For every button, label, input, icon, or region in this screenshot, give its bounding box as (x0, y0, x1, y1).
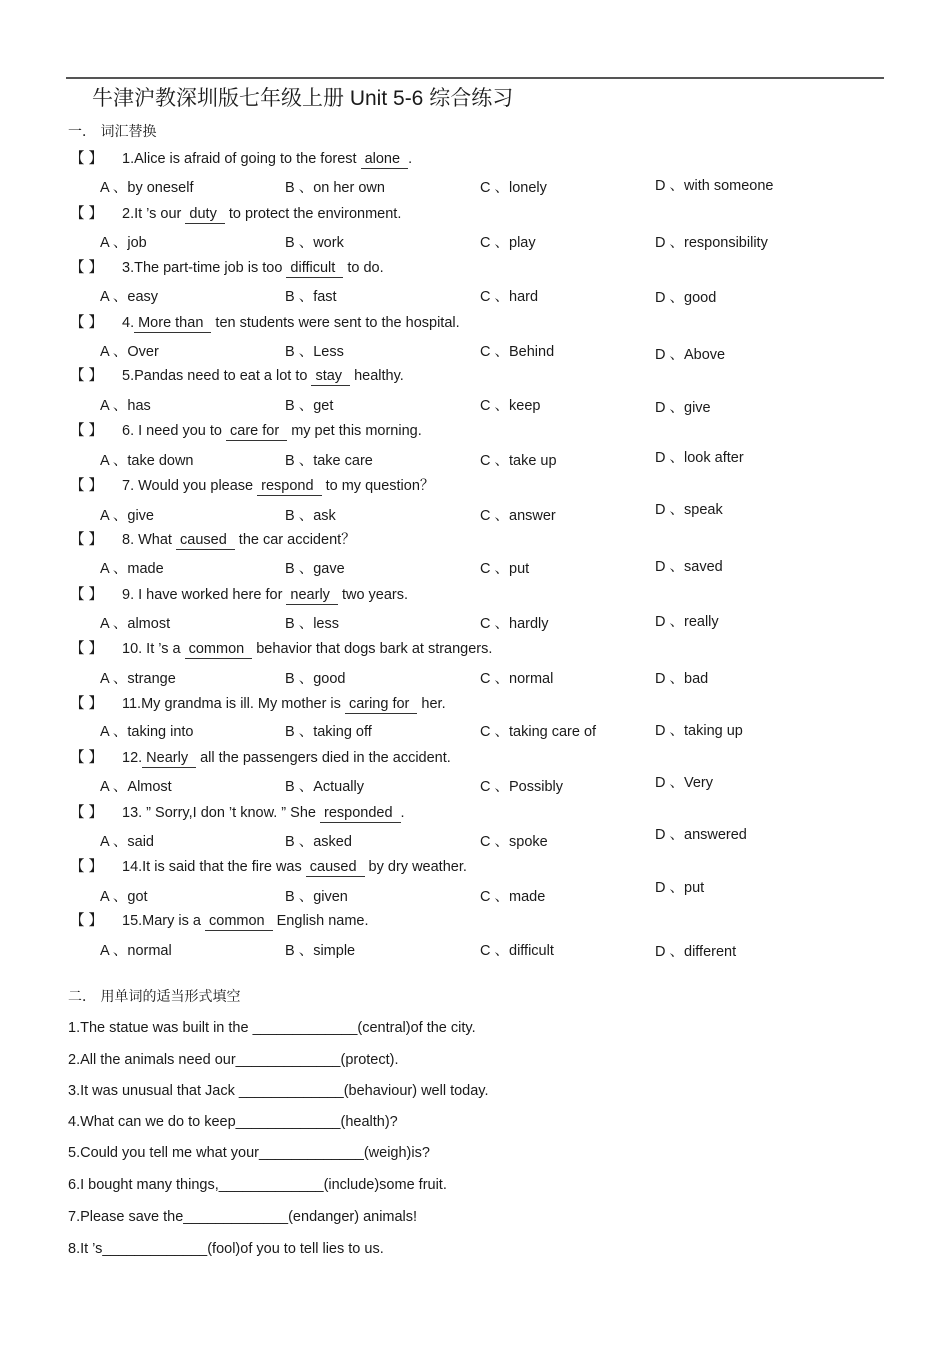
option-b: B 、simple (285, 943, 356, 959)
question-text-before: 13. ” Sorry,I don ’t know. ” She (122, 805, 320, 821)
option-a: A 、almost (100, 616, 171, 632)
option-c: C 、hardly (480, 616, 549, 632)
option-d: D 、good (655, 290, 717, 306)
question-text-after: to do. (343, 260, 384, 276)
answer-bracket[interactable]: 【 】 (70, 206, 104, 222)
fill-item-3: 3.It was unusual that Jack _____________(behaviour) well today. (68, 1083, 489, 1099)
option-c: C 、lonely (480, 180, 547, 196)
option-b: B 、good (285, 671, 346, 687)
option-b: B 、ask (285, 508, 336, 524)
question-text-before: 2.It ’s our (122, 206, 186, 222)
answer-bracket[interactable]: 【 】 (70, 315, 104, 331)
question-3 (70, 256, 384, 278)
question-text-before: 9. I have worked here for (122, 587, 287, 603)
question-14 (70, 855, 467, 877)
question-text-before: 7. Would you please (122, 478, 258, 494)
question-text-after: two years. (337, 587, 409, 603)
option-c: C 、take up (480, 453, 557, 469)
question-10 (70, 637, 492, 659)
option-b: B 、given (285, 889, 348, 905)
question-6 (70, 419, 422, 441)
question-text-after: behavior that dogs bark at strangers. (252, 641, 493, 657)
answer-bracket[interactable]: 【 】 (70, 859, 104, 875)
underlined-word: More than (134, 316, 211, 333)
question-text-after: to my question？ (321, 478, 435, 494)
option-b: B 、Less (285, 344, 344, 360)
option-c: C 、put (480, 561, 530, 577)
answer-bracket[interactable]: 【 】 (70, 260, 104, 276)
question-text-before: 12. (122, 750, 143, 766)
fill-item-1: 1.The statue was built in the _____________(central)of the city. (68, 1020, 476, 1036)
question-text-before: 11.My grandma is ill. My mother is (122, 696, 345, 712)
question-8 (70, 528, 356, 550)
question-7 (70, 474, 434, 496)
option-a: A 、by oneself (100, 180, 194, 196)
answer-bracket[interactable]: 【 】 (70, 913, 104, 929)
underlined-word: common (185, 642, 253, 659)
section-1-heading: 一． 词汇替换 (68, 124, 157, 140)
option-b: B 、take care (285, 453, 373, 469)
option-b: B 、get (285, 398, 334, 414)
underlined-word: respond (257, 479, 321, 496)
option-d: D 、bad (655, 671, 709, 687)
fill-item-8: 8.It ’s_____________(fool)of you to tell lies to us. (68, 1241, 384, 1257)
option-b: B 、taking off (285, 724, 372, 740)
question-12 (70, 746, 451, 768)
fill-item-5: 5.Could you tell me what your_____________(weigh)is? (68, 1145, 430, 1161)
underlined-word: difficult (286, 261, 343, 278)
question-text-before: 8. What (122, 532, 176, 548)
question-11 (70, 692, 446, 714)
question-text-after: all the passengers died in the accident. (196, 750, 451, 766)
option-d: D 、Very (655, 775, 714, 791)
option-d: D 、with someone (655, 178, 774, 194)
question-text-before: 14.It is said that the fire was (122, 859, 306, 875)
option-d: D 、Above (655, 347, 726, 363)
question-5 (70, 364, 404, 386)
answer-bracket[interactable]: 【 】 (70, 151, 104, 167)
fill-item-2: 2.All the animals need our_____________(protect). (68, 1052, 399, 1068)
underlined-word: caring for (345, 697, 417, 714)
option-a: A 、taking into (100, 724, 194, 740)
page-title: 牛津沪教深圳版七年级上册 Unit 5-6 综合练习 (92, 87, 514, 110)
option-a: A 、job (100, 235, 147, 251)
underlined-word: stay (311, 369, 350, 386)
option-c: C 、spoke (480, 834, 548, 850)
option-d: D 、answered (655, 827, 747, 843)
underlined-word: duty (185, 207, 224, 224)
underlined-word: alone (361, 152, 408, 169)
option-b: B 、gave (285, 561, 345, 577)
fill-item-4: 4.What can we do to keep_____________(health)? (68, 1114, 398, 1130)
option-c: C 、keep (480, 398, 541, 414)
option-d: D 、give (655, 400, 711, 416)
option-d: D 、speak (655, 502, 723, 518)
answer-bracket[interactable]: 【 】 (70, 478, 104, 494)
question-text-after: healthy. (350, 368, 404, 384)
question-text-before: 10. It ’s a (122, 641, 185, 657)
question-text-before: 6. I need you to (122, 423, 226, 439)
answer-bracket[interactable]: 【 】 (70, 696, 104, 712)
option-c: C 、hard (480, 289, 539, 305)
option-c: C 、normal (480, 671, 554, 687)
option-c: C 、made (480, 889, 546, 905)
option-d: D 、really (655, 614, 719, 630)
option-a: A 、give (100, 508, 154, 524)
question-text-after: . (408, 151, 413, 167)
answer-bracket[interactable]: 【 】 (70, 532, 104, 548)
option-d: D 、put (655, 880, 705, 896)
option-d: D 、different (655, 944, 737, 960)
option-a: A 、Almost (100, 779, 172, 795)
answer-bracket[interactable]: 【 】 (70, 368, 104, 384)
question-text-before: 15.Mary is a (122, 913, 205, 929)
option-c: C 、Possibly (480, 779, 563, 795)
option-c: C 、taking care of (480, 724, 597, 740)
option-d: D 、look after (655, 450, 744, 466)
option-b: B 、on her own (285, 180, 385, 196)
answer-bracket[interactable]: 【 】 (70, 423, 104, 439)
option-d: D 、taking up (655, 723, 743, 739)
question-text-before: 1.Alice is afraid of going to the forest (122, 151, 361, 167)
option-d: D 、responsibility (655, 235, 768, 251)
option-a: A 、normal (100, 943, 172, 959)
option-a: A 、Over (100, 344, 159, 360)
option-c: C 、play (480, 235, 536, 251)
question-9 (70, 583, 408, 605)
question-2 (70, 202, 401, 224)
question-4 (70, 311, 460, 333)
answer-bracket[interactable]: 【 】 (70, 805, 104, 821)
question-13 (70, 801, 405, 823)
underlined-word: care for (226, 424, 287, 441)
answer-bracket[interactable]: 【 】 (70, 750, 104, 766)
question-text-before: 5.Pandas need to eat a lot to (122, 368, 312, 384)
option-a: A 、got (100, 889, 148, 905)
underlined-word: responded (320, 806, 401, 823)
question-text-after: to protect the environment. (224, 206, 402, 222)
underlined-word: common (205, 914, 273, 931)
option-b: B 、work (285, 235, 344, 251)
question-text-after: by dry weather. (364, 859, 467, 875)
top-rule (66, 77, 884, 79)
question-text-after: my pet this morning. (287, 423, 422, 439)
section-2-heading: 二． 用单词的适当形式填空 (68, 989, 241, 1005)
question-15 (70, 909, 369, 931)
option-b: B 、fast (285, 289, 337, 305)
underlined-word: caused (306, 860, 365, 877)
answer-bracket[interactable]: 【 】 (70, 587, 104, 603)
option-a: A 、take down (100, 453, 194, 469)
question-text-after: ten students were sent to the hospital. (211, 315, 460, 331)
option-c: C 、difficult (480, 943, 554, 959)
question-text-before: 3.The part-time job is too (122, 260, 287, 276)
question-1 (70, 147, 412, 169)
fill-item-6: 6.I bought many things,_____________(include)some fruit. (68, 1177, 447, 1193)
underlined-word: caused (176, 533, 235, 550)
option-a: A 、has (100, 398, 151, 414)
answer-bracket[interactable]: 【 】 (70, 641, 104, 657)
option-d: D 、saved (655, 559, 723, 575)
option-b: B 、asked (285, 834, 352, 850)
option-b: B 、Actually (285, 779, 364, 795)
underlined-word: Nearly (142, 751, 196, 768)
option-a: A 、made (100, 561, 164, 577)
question-text-after: English name. (272, 913, 369, 929)
question-text-after: her. (417, 696, 446, 712)
fill-item-7: 7.Please save the_____________(endanger) animals! (68, 1209, 418, 1225)
option-a: A 、strange (100, 671, 176, 687)
option-c: C 、answer (480, 508, 556, 524)
option-a: A 、said (100, 834, 154, 850)
underlined-word: nearly (286, 588, 338, 605)
option-b: B 、less (285, 616, 339, 632)
option-a: A 、easy (100, 289, 159, 305)
question-text-after: . (400, 805, 405, 821)
question-text-after: the car accident？ (234, 532, 356, 548)
option-c: C 、Behind (480, 344, 555, 360)
question-text-before: 4. (122, 315, 135, 331)
